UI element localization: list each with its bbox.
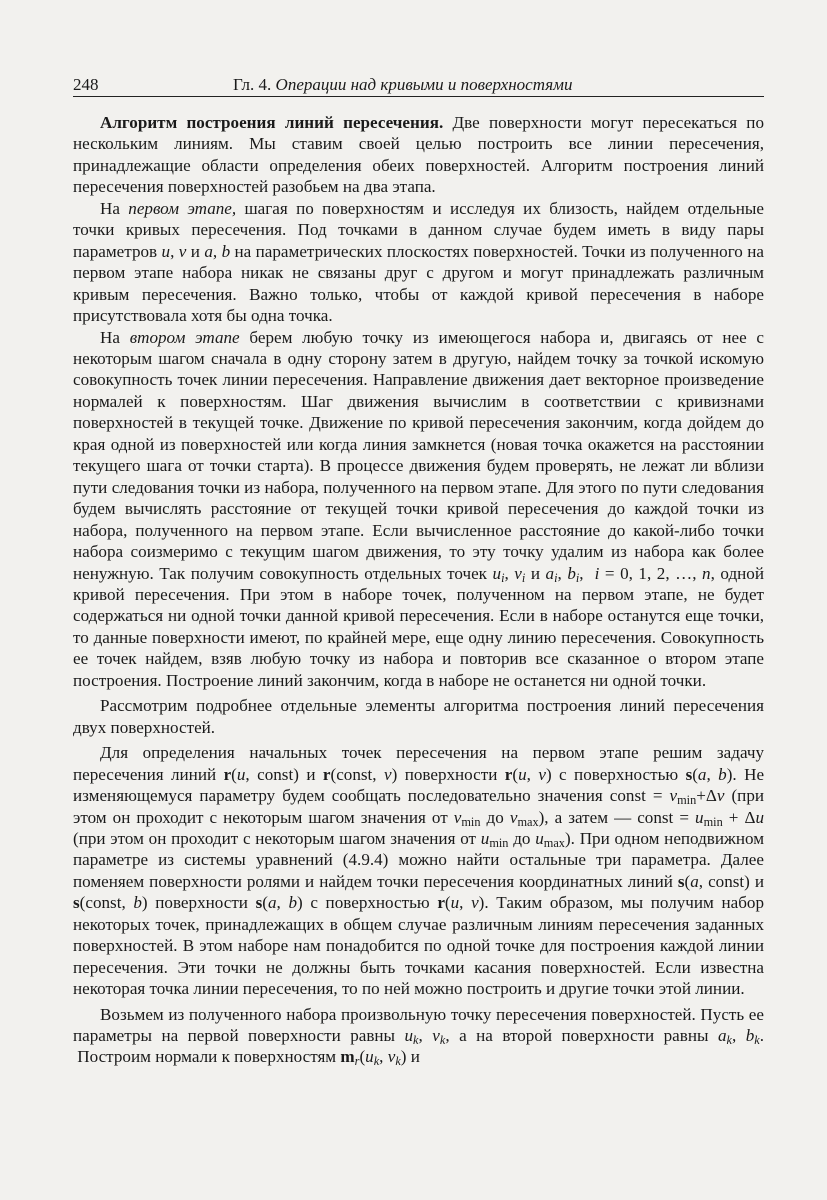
initial-t3: с поверхностью [559, 764, 679, 784]
stage2-text-a: берем любую точку из имеющегося набора и, двигаясь от нее с некоторым шагом сначала в одну сторону затем в другую, найдем точку за точкой искомую совокупность точек линии пересечения. Направление движения дает векторное произведение нормалей к поверхностям. Шаг движения вычислим в соответствии с кривизнами поверхностей в текущей точке. Движение по кривой пересечения закончим, когда дойдем до края одной из поверхностей или когда линия замкнется (новая точка окажется на расстоянии текущего шага от точки старта). В процессе движения будем проверять, не лежат ли вблизи пути следования точки из набора, полученного на первом этапе. Для этого по пути следования будем вычислять расстояние от текущей точки кривой пересечения до каждой точки из набора, полученного на первом этапе. Если вычисленное расстояние до какой-либо точки набора соизмеримо с текущим шагом движения, то эту точку удалим из набора как более ненужную. Так получим совокупность отдельных точек [73, 327, 765, 583]
intro-text: Две поверхности могут пересекаться по нескольким линиям. Мы ставим своей целью построить все линии пересечения, принадлежащие области определения обеих поверхностей. Алгоритм построения линий пересечения поверхностей разобьем на два этапа. [73, 113, 764, 197]
initial-t5: (при этом он проходит с некоторым шагом значения от [73, 786, 765, 827]
word-and: и [190, 241, 200, 261]
initial-t8: При одном неподвижном параметре из системы уравнений (4.9.4) можно найти остальные три параметра. Далее поменяем поверхности ролями и найдем точки пересечения координатных линий [73, 828, 765, 891]
paragraph-stage1: На первом этапе, шагая по поверхностям и исследуя их близость, найдем отдельные точки кривых пересечения. Под точками в данном случае будем иметь в виду пары параметров u, v и a, b на параметрических плоскостях поверхностей. Точки из полученного на первом этапе набора никак не связаны друг с другом и могут принадлежать различным кривым пересечения. Важно только, чтобы от каждой кривой пересечения в наборе присутствовала хотя бы одна точка. [73, 198, 765, 326]
const-word: const [637, 807, 674, 827]
initial-t1: Для определения начальных точек пересечения на первом этапе решим задачу пересечения линий [73, 743, 764, 784]
stage2-lead: На [100, 327, 120, 347]
page-body [73, 112, 764, 1068]
take-t3: Построим нормали к поверхностям [77, 1047, 337, 1067]
initial-t2: поверхности [404, 764, 498, 784]
word-and: и [306, 764, 316, 784]
const-word: const [336, 764, 373, 784]
const-word: const [609, 786, 646, 806]
running-head [233, 75, 572, 95]
stage1-lead: На [100, 198, 120, 218]
take-t4: и [410, 1047, 420, 1067]
stage1-text-b: на параметрических плоскостях поверхностей. Точки из полученного на первом этапе набора никак не связаны друг с другом и могут принадлежать различным кривым пересечения. Важно только, чтобы от каждой кривой пересечения в наборе присутствовала хотя бы одна точка. [73, 241, 764, 326]
stage2-text-b: одной кривой пересечения. При этом в наборе точек, полученном на первом этапе, не будет содержаться ни одной точки данной кривой пересечения. Если в наборе останутся еще точки, то данные поверхности имеют, по крайней мере, еще одну линию пересечения. Совокупность ее точек найдем, взяв любую точку из набора и повторив все сказанное о втором этапе построения. Построение линий закончим, когда в наборе не останется ни одной точки. [73, 563, 764, 690]
take-t1: Возьмем из полученного набора произвольную точку пересечения поверхностей. Пусть ее параметры на первой поверхности равны [73, 1004, 764, 1046]
stage1-text-a: шагая по поверхностям и исследуя их близость, найдем отдельные точки кривых пересечения. Под точками в данном случае будем иметь в виду пары параметров [73, 198, 765, 261]
const-word: const [708, 871, 745, 891]
take-t2: а на второй поверхности равны [459, 1026, 709, 1046]
word-to: до [486, 807, 504, 827]
stage2-emph: втором этапе [129, 327, 240, 347]
const-word: const [85, 893, 122, 913]
paragraph-consider: Рассмотрим подробнее отдельные элементы алгоритма построения линий пересечения двух поверхностей. [73, 696, 764, 737]
initial-t9: поверхности [155, 893, 248, 913]
initial-t10: с поверхностью [310, 893, 430, 913]
initial-t11: Таким образом, мы получим набор некоторых точек, принадлежащих в общем случае различным линиям пересечения заданных поверхностей. В этом наборе нам понадобится по одной точке для построения каждой линии пересечения. Эти точки не должны быть точками касания поверхностей. Если известна некоторая точка линии пересечения, то по ней можно построить и другие точки этой линии. [73, 893, 765, 999]
word-and: и [754, 871, 764, 891]
initial-t7: (при этом он проходит с некоторым шагом значения от [73, 828, 476, 848]
chapter-title: Операции над кривыми и поверхностями [275, 75, 573, 94]
paragraph-intro [73, 112, 764, 198]
chapter-prefix: Гл. 4. [233, 75, 272, 94]
paragraph-initial-points: Для определения начальных точек пересечения на первом этапе решим задачу пересечения линий r(u, const) и r(const, v) поверхности r(u, v) с поверхностью s(a, b). Не изменяющемуся параметру будем сообщать последовательно значения const = $v_{min}+\Delta v$ (при этом он проходит с некоторым шагом значения от $v_{min}$ до $v_{max}$), а затем — const = $u_{min} + \Delta u$ (при этом он проходит с некоторым шагом значения от $u_{min}$ до $u_{max}$). При одном неподвижном параметре из системы уравнений (4.9.4) можно найти остальные три параметра. Далее поменяем поверхности ролями и найдем точки пересечения координатных линий s(a, const) и s(const, b) поверхности s(a, b) с поверхностью r(u, v). Таким образом, мы получим набор некоторых точек, принадлежащих в общем случае различным линиям пересечения заданных поверхностей. В этом наборе нам понадобится по одной точке для построения каждой линии пересечения. Эти точки не должны быть точками касания поверхностей. Если известна некоторая точка линии пересечения, то по ней можно построить и другие точки этой линии. [73, 743, 765, 999]
initial-t6: а затем — [554, 807, 632, 827]
const-word: const [257, 764, 294, 784]
word-to: до [513, 828, 531, 848]
running-header [73, 74, 764, 97]
paragraph-take-point: Возьмем из полученного набора произвольную точку пересечения поверхностей. Пусть ее параметры на первой поверхности равны $u_k$, $v_k$, а на второй поверхности равны $a_k$, $b_k$. Построим нормали к поверхностям $m_r(u_k$, $v_k$) и [73, 1004, 764, 1069]
initial-t4: Не изменяющемуся параметру будем сообщать последовательно значения [73, 764, 765, 806]
word-and: и [530, 563, 540, 583]
page-number: 248 [73, 75, 99, 94]
stage1-emph: первом этапе, [128, 198, 237, 218]
paragraph-stage2: На втором этапе берем любую точку из имеющегося набора и, двигаясь от нее с некоторым шагом сначала в одну сторону затем в другую, найдем точку за точкой искомую совокупность точек линии пересечения. Направление движения дает векторное произведение нормалей к поверхностям. Шаг движения вычислим в соответствии с кривизнами поверхностей в текущей точке. Движение по кривой пересечения закончим, когда дойдем до края одной из поверхностей или когда линия замкнется (новая точка окажется на расстоянии текущего шага от точки старта). В процессе движения будем проверять, не лежат ли вблизи пути следования точки из набора, полученного на первом этапе. Для этого по пути следования будем вычислять расстояние от текущей точки кривой пересечения до каждой точки из набора, полученного на первом этапе. Если вычисленное расстояние до какой-либо точки набора соизмеримо с текущим шагом движения, то эту точку удалим из набора как более ненужную. Так получим совокупность отдельных точек $u_i$, $v_i$ и $a_i$, $b_i$, i = 0, 1, 2, …, n, одной кривой пересечения. При этом в наборе точек, полученном на первом этапе, не будет содержаться ни одной точки данной кривой пересечения. Если в наборе останутся еще точки, то данные поверхности имеют, по крайней мере, еще одну линию пересечения. Совокупность ее точек найдем, взяв любую точку из набора и повторив все сказанное о втором этапе построения. Построение линий закончим, когда в наборе не останется ни одной точки. [73, 327, 765, 690]
section-title: Алгоритм построения линий пересечения. [100, 113, 444, 132]
